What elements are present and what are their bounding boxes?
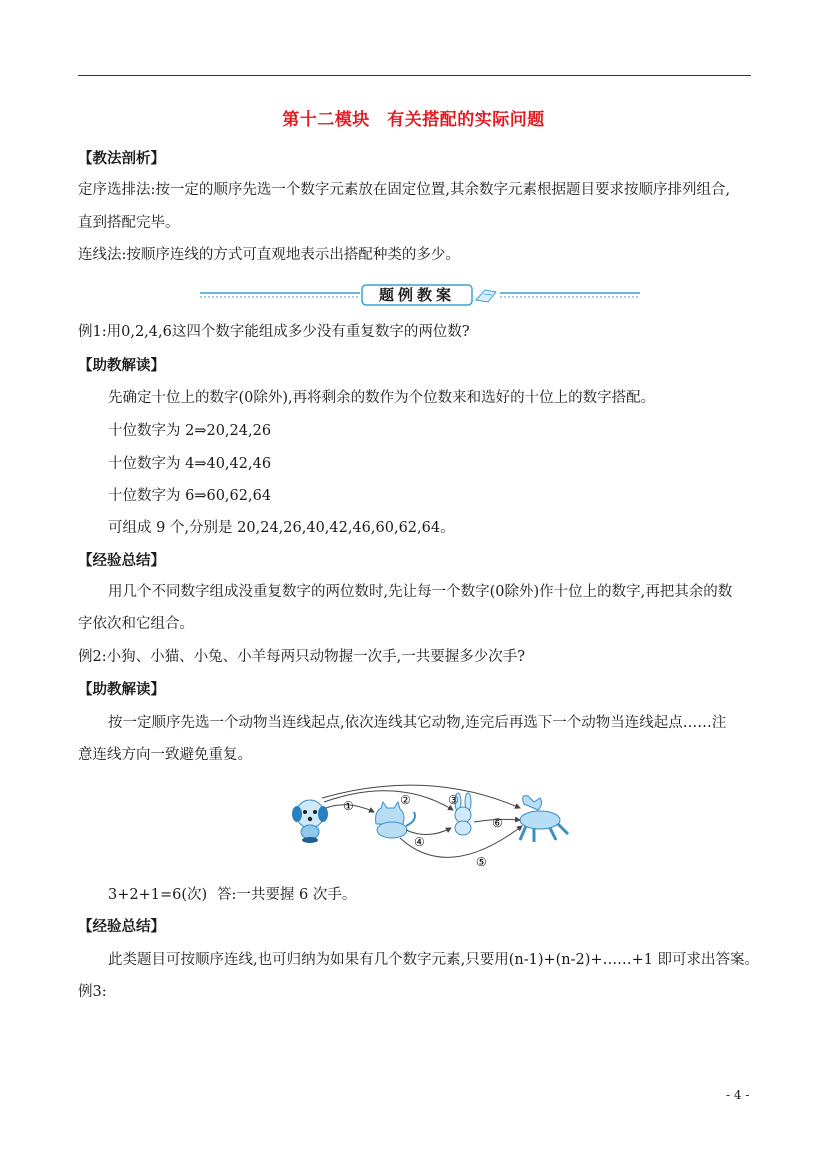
diagram-label-6: ⑥ bbox=[492, 816, 503, 830]
example-1-summary-1: 用几个不同数字组成没重复数字的两位数时,先让每一个数字(0除外)作十位上的数字,再把其余的数 bbox=[108, 584, 733, 600]
header-rule bbox=[78, 75, 751, 76]
dog-icon bbox=[292, 800, 328, 843]
example-1-summary-heading: 【经验总结】 bbox=[78, 552, 165, 569]
example-2-summary-heading: 【经验总结】 bbox=[78, 918, 165, 935]
method-heading: 【教法剖析】 bbox=[78, 150, 165, 167]
diagram-label-2: ② bbox=[400, 793, 411, 807]
method-paragraph-1-cont: 直到搭配完毕。 bbox=[78, 215, 180, 231]
example-1-row-2: 十位数字为 4⇒40,42,46 bbox=[108, 456, 272, 472]
goat-icon bbox=[520, 796, 568, 842]
example-1-help-text: 先确定十位上的数字(0除外),再将剩余的数作为个位数来和选好的十位上的数字搭配。 bbox=[108, 390, 656, 406]
example-2-question: 例2:小狗、小猫、小兔、小羊每两只动物握一次手,一共要握多少次手? bbox=[78, 649, 525, 665]
example-2-help-1: 按一定顺序先选一个动物当连线起点,依次连线其它动物,连完后再选下一个动物当连线起点……注 bbox=[108, 715, 727, 731]
example-1-row-3: 十位数字为 6⇒60,62,64 bbox=[108, 488, 272, 504]
diagram-label-5: ⑤ bbox=[476, 855, 487, 869]
example-2-answer-calc: 3+2+1=6(次) bbox=[108, 887, 208, 903]
cat-icon bbox=[376, 802, 415, 838]
example-2-summary: 此类题目可按顺序连线,也可归纳为如果有几个数字元素,只要用(n-1)+(n-2)+……+1 即可求出答案。 bbox=[108, 952, 760, 968]
example-3-question: 例3: bbox=[78, 984, 107, 1000]
example-1-summary-2: 字依次和它组合。 bbox=[78, 616, 194, 632]
example-1-question: 例1:用0,2,4,6这四个数字能组成多少没有重复数字的两位数? bbox=[78, 324, 470, 340]
diagram-label-3: ③ bbox=[448, 793, 459, 807]
example-1-help-heading: 【助教解读】 bbox=[78, 357, 165, 374]
banner-label: 题例教案 bbox=[378, 286, 455, 304]
method-paragraph-2: 连线法:按顺序连线的方式可直观地表示出搭配种类的多少。 bbox=[78, 247, 460, 263]
example-2-help-2: 意连线方向一致避免重复。 bbox=[78, 747, 252, 763]
example-1-row-1: 十位数字为 2⇒20,24,26 bbox=[108, 423, 272, 439]
diagram-label-4: ④ bbox=[414, 835, 425, 849]
banner-book-icon bbox=[476, 290, 496, 302]
example-2-answer-text: 答:一共要握 6 次手。 bbox=[217, 887, 357, 903]
method-paragraph-1: 定序选排法:按一定的顺序先选一个数字元素放在固定位置,其余数字元素根据题目要求按顺序排列组合, bbox=[78, 182, 731, 198]
diagram-label-1: ① bbox=[343, 799, 354, 813]
page-number: - 4 - bbox=[726, 1088, 750, 1102]
example-1-result: 可组成 9 个,分别是 20,24,26,40,42,46,60,62,64。 bbox=[108, 520, 455, 536]
page-title: 第十二模块 有关搭配的实际问题 bbox=[282, 110, 545, 130]
example-2-help-heading: 【助教解读】 bbox=[78, 681, 165, 698]
handshake-diagram bbox=[288, 782, 578, 882]
